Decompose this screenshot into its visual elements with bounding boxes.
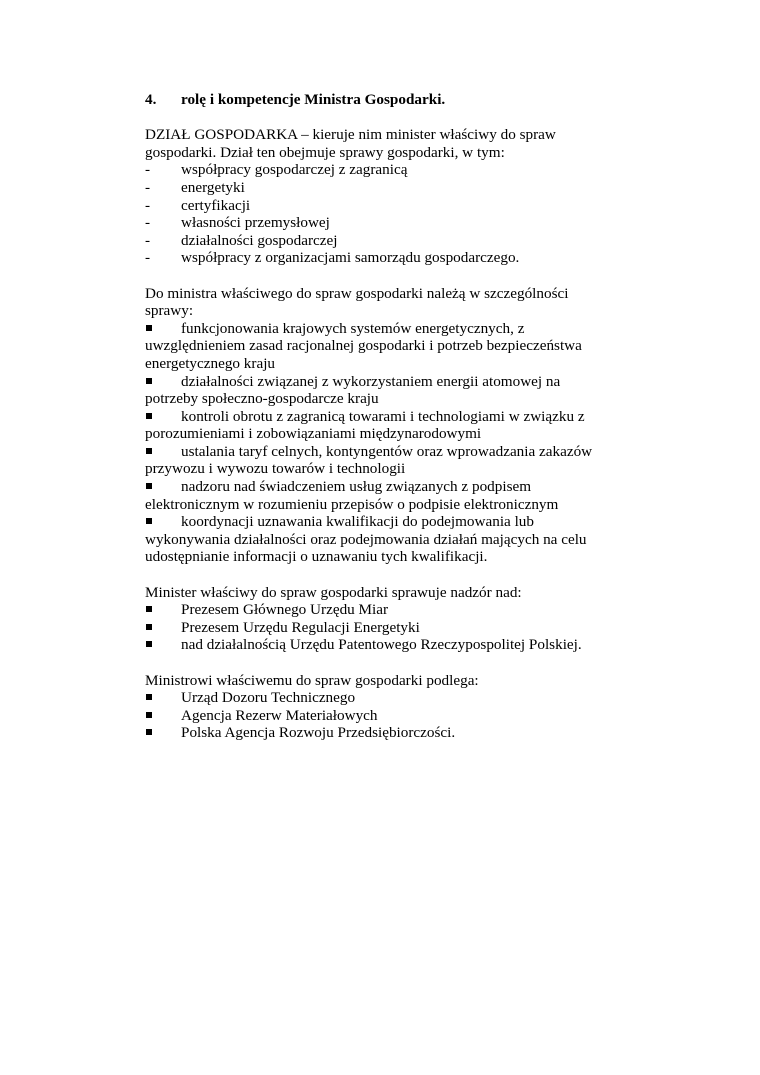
square-bullet-icon <box>146 518 152 524</box>
list-item-text: ustalania taryf celnych, kontyngentów oraz wprowadzania zakazów przywozu i wywozu towarów i technologii <box>145 442 593 478</box>
section2-intro: Do ministra właściwego do spraw gospodarki należą w szczególności sprawy: <box>145 284 569 320</box>
document-page <box>145 91 605 742</box>
section1-intro: DZIAŁ GOSPODARKA – kieruje nim minister właściwy do spraw gospodarki. Dział ten obejmuje sprawy gospodarki, w tym: <box>145 126 556 161</box>
list-item <box>145 408 605 443</box>
section3-list <box>145 601 605 654</box>
dash-marker: - <box>145 214 151 232</box>
square-bullet-icon <box>146 694 152 700</box>
list-item <box>145 197 605 215</box>
list-item <box>145 478 605 513</box>
list-item <box>145 249 605 267</box>
list-item-text: Prezesem Urzędu Regulacji Energetyki <box>181 618 420 636</box>
list-item-text: Prezesem Głównego Urzędu Miar <box>181 601 389 619</box>
list-item <box>145 689 605 707</box>
spacer <box>145 267 605 285</box>
list-item <box>145 724 605 742</box>
list-item <box>145 214 605 232</box>
list-item-text: kontroli obrotu z zagranicą towarami i technologiami w związku z porozumieniami i zobowiązaniami międzynarodowymi <box>145 407 585 443</box>
list-item-text: własności przemysłowej <box>181 214 330 232</box>
list-item-text: funkcjonowania krajowych systemów energetycznych, z uwzględnieniem zasad racjonalnej gospodarki i potrzeb bezpieczeństwa energetycznego kraju <box>145 319 582 372</box>
section4-intro: Ministrowi właściwemu do spraw gospodarki podlega: <box>145 671 479 689</box>
dash-marker: - <box>145 231 151 249</box>
square-bullet-icon <box>146 483 152 489</box>
square-bullet-icon <box>146 413 152 419</box>
list-item <box>145 161 605 179</box>
spacer <box>145 654 605 672</box>
list-item <box>145 232 605 250</box>
list-item-text: działalności związanej z wykorzystaniem energii atomowej na potrzeby społeczno-gospodarcze kraju <box>145 372 561 408</box>
section-heading <box>145 91 605 109</box>
dash-marker: - <box>145 178 151 196</box>
list-item-text: energetyki <box>181 178 245 196</box>
dash-marker: - <box>145 161 151 179</box>
list-item <box>145 320 605 373</box>
square-bullet-icon <box>146 712 152 718</box>
list-item-text: działalności gospodarczej <box>181 231 338 249</box>
list-item-text: nad działalnością Urzędu Patentowego Rzeczypospolitej Polskiej. <box>181 636 582 654</box>
list-item <box>145 601 605 619</box>
square-bullet-icon <box>146 606 152 612</box>
list-item <box>145 179 605 197</box>
list-item <box>145 443 605 478</box>
square-bullet-icon <box>146 641 152 647</box>
list-item-text: nadzoru nad świadczeniem usług związanych z podpisem elektronicznym w rozumieniu przepisów o podpisie elektronicznym <box>145 478 559 513</box>
heading-text: rolę i kompetencje Ministra Gospodarki. <box>181 91 446 108</box>
section2-list <box>145 320 605 566</box>
list-item <box>145 619 605 637</box>
section4-list <box>145 689 605 742</box>
list-item-text: współpracy gospodarczej z zagranicą <box>181 161 408 179</box>
heading-number: 4. <box>145 91 157 108</box>
square-bullet-icon <box>146 325 152 331</box>
spacer <box>145 566 605 584</box>
list-item <box>145 513 605 566</box>
dash-marker: - <box>145 249 151 267</box>
square-bullet-icon <box>146 448 152 454</box>
list-item <box>145 707 605 725</box>
list-item-text: Agencja Rezerw Materiałowych <box>181 706 378 724</box>
list-item-text: koordynacji uznawania kwalifikacji do podejmowania lub wykonywania działalności oraz podejmowania działań mających na celu udostępnianie informacji o uznawaniu tych kwalifikacji. <box>145 513 587 566</box>
square-bullet-icon <box>146 378 152 384</box>
square-bullet-icon <box>146 729 152 735</box>
dash-marker: - <box>145 196 151 214</box>
list-item-text: Urząd Dozoru Technicznego <box>181 689 356 707</box>
list-item-text: Polska Agencja Rozwoju Przedsiębiorczości. <box>181 724 456 742</box>
list-item <box>145 373 605 408</box>
spacer <box>145 109 605 127</box>
list-item-text: certyfikacji <box>181 196 251 214</box>
section3-intro: Minister właściwy do spraw gospodarki sprawuje nadzór nad: <box>145 583 522 601</box>
list-item-text: współpracy z organizacjami samorządu gospodarczego. <box>181 249 520 267</box>
section1-list <box>145 161 605 267</box>
list-item <box>145 636 605 654</box>
square-bullet-icon <box>146 624 152 630</box>
